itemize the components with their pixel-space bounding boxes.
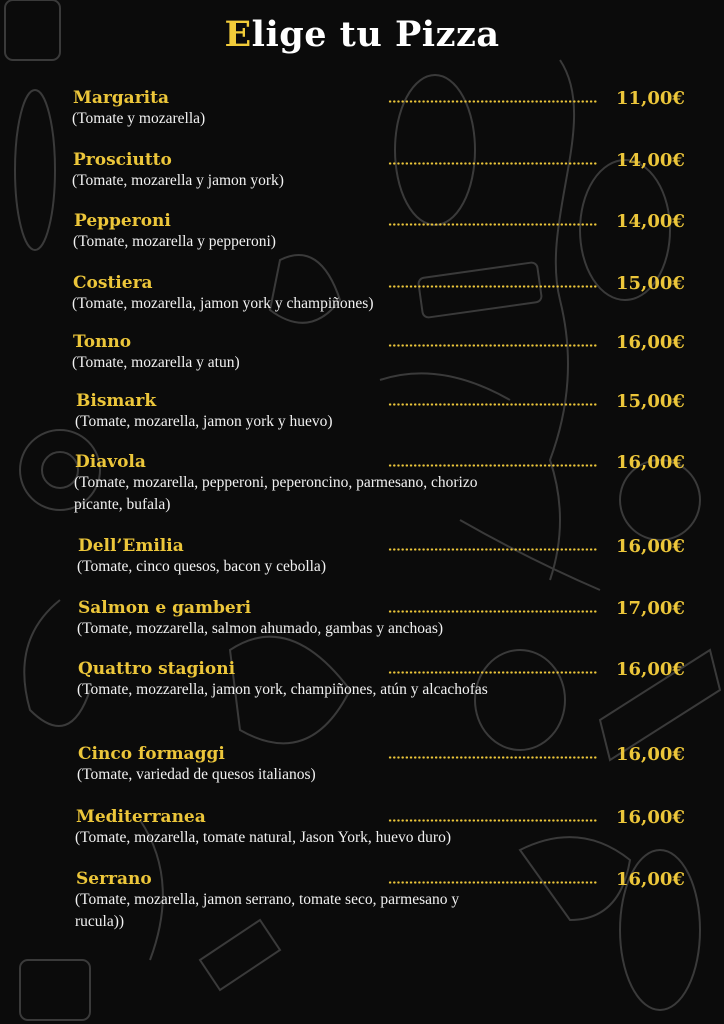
- pizza-price: 14,00€: [616, 150, 685, 171]
- pizza-price: 15,00€: [616, 273, 685, 294]
- dotted-leader: [388, 403, 598, 406]
- pizza-name: Pepperoni: [74, 211, 171, 231]
- pizza-name: Tonno: [73, 332, 132, 352]
- pizza-name: Dell’Emilia: [78, 536, 184, 556]
- dotted-leader: [388, 819, 598, 822]
- pizza-description: (Tomate, mozarella, jamon york y champiñones): [72, 295, 374, 312]
- pizza-description: (Tomate, cinco quesos, bacon y cebolla): [77, 558, 326, 575]
- pizza-price: 16,00€: [616, 744, 685, 765]
- pizza-price: 16,00€: [616, 332, 685, 353]
- dotted-leader: [388, 464, 598, 467]
- pizza-price: 16,00€: [616, 536, 685, 557]
- dotted-leader: [388, 285, 598, 288]
- dotted-leader: [388, 881, 598, 884]
- pizza-price: 16,00€: [616, 807, 685, 828]
- pizza-description: (Tomate, mozarella, pepperoni, peperoncino, parmesano, chorizo picante, bufala): [74, 474, 478, 513]
- pizza-price: 16,00€: [616, 869, 685, 890]
- pizza-name: Prosciutto: [73, 150, 172, 170]
- pizza-description: (Tomate, mozzarella, salmon ahumado, gambas y anchoas): [77, 620, 444, 637]
- dotted-leader: [388, 671, 598, 674]
- pizza-description: (Tomate y mozarella): [72, 110, 206, 127]
- dotted-leader: [388, 223, 598, 226]
- pizza-price: 16,00€: [616, 452, 685, 473]
- pizza-name: Diavola: [75, 452, 146, 472]
- pizza-name: Margarita: [73, 88, 169, 108]
- title-rest: lige tu Pizza: [251, 14, 500, 55]
- pizza-name: Salmon e gamberi: [78, 598, 252, 618]
- pizza-name: Quattro stagioni: [78, 659, 236, 679]
- page-title: [0, 14, 724, 55]
- pizza-name: Bismark: [76, 391, 157, 411]
- title-first-letter: E: [224, 14, 252, 55]
- pizza-name: Costiera: [73, 273, 153, 293]
- dotted-leader: [388, 548, 598, 551]
- pizza-description: (Tomate, mozarella, jamon york y huevo): [75, 413, 333, 430]
- pizza-name: Cinco formaggi: [78, 744, 225, 764]
- pizza-description: (Tomate, mozarella y pepperoni): [73, 233, 276, 250]
- pizza-price: 16,00€: [616, 659, 685, 680]
- pizza-description: (Tomate, mozarella, tomate natural, Jason York, huevo duro): [75, 829, 451, 846]
- dotted-leader: [388, 344, 598, 347]
- pizza-price: 15,00€: [616, 391, 685, 412]
- dotted-leader: [388, 162, 598, 165]
- pizza-price: 11,00€: [616, 88, 685, 109]
- pizza-price: 17,00€: [616, 598, 685, 619]
- pizza-name: Serrano: [76, 869, 152, 889]
- dotted-leader: [388, 100, 598, 103]
- pizza-description: (Tomate, variedad de quesos italianos): [77, 766, 316, 783]
- pizza-name: Mediterranea: [76, 807, 206, 827]
- pizza-description: (Tomate, mozarella, jamon serrano, tomate seco, parmesano y rucula)): [75, 891, 460, 930]
- dotted-leader: [388, 756, 598, 759]
- pizza-description: (Tomate, mozarella y atun): [72, 354, 240, 371]
- pizza-description: (Tomate, mozzarella, jamon york, champiñones, atún y alcachofas: [77, 681, 488, 698]
- pizza-description: (Tomate, mozarella y jamon york): [72, 172, 284, 189]
- dotted-leader: [388, 610, 598, 613]
- pizza-price: 14,00€: [616, 211, 685, 232]
